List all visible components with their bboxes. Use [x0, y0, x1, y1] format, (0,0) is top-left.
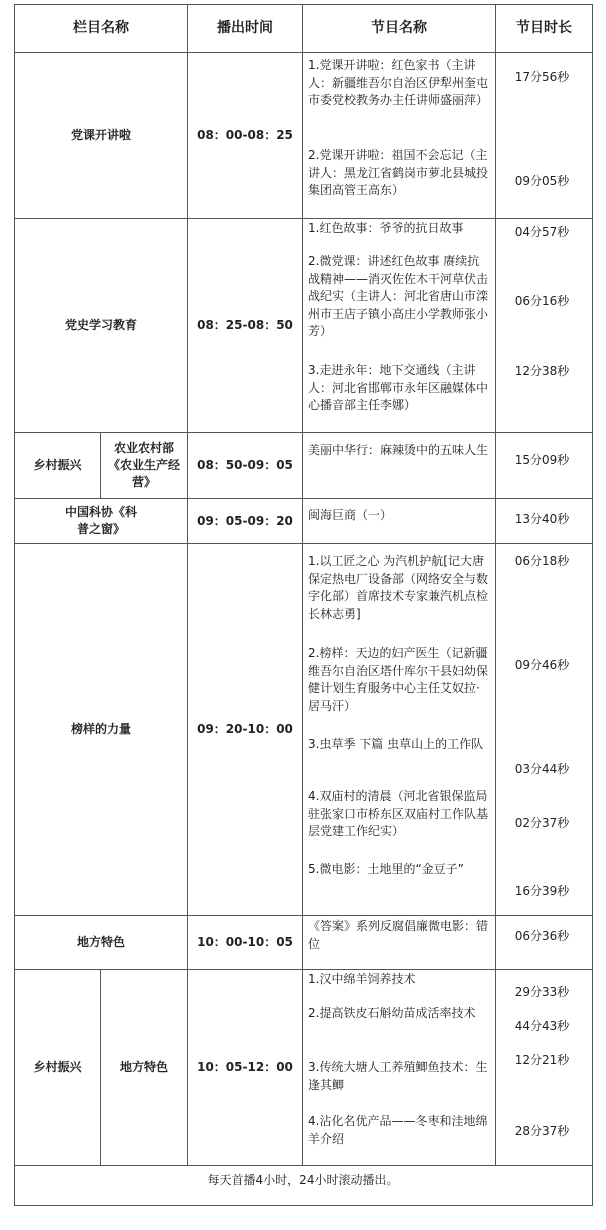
row-4-column: 中国科协《科普之窗》	[64, 505, 137, 536]
row-1-duration-1: 17分56秒	[514, 70, 570, 84]
row-6-column: 地方特色	[76, 935, 125, 949]
row-5-duration-2: 09分46秒	[514, 658, 570, 672]
row-2-duration-1: 04分57秒	[514, 225, 570, 239]
header-program-name: 节目名称	[371, 20, 427, 36]
row-2-duration-3: 12分38秒	[514, 364, 570, 378]
row-2-column: 党史学习教育	[64, 318, 137, 332]
row-1-program-2: 2.党课开讲啦：祖国不会忘记（主讲人：黑龙江省鹤岗市萝北县城投集团高管王高东）	[308, 148, 489, 197]
row-1-program-1: 1.党课开讲啦：红色家书（主讲人：新疆维吾尔自治区伊犁州奎屯市委党校教务办主任讲师盛丽萍）	[308, 58, 489, 107]
header-broadcast-time: 播出时间	[217, 20, 273, 36]
header-duration: 节目时长	[516, 20, 572, 36]
row-7-program-4: 4.沾化名优产品——冬枣和洼地绵羊介绍	[308, 1114, 488, 1146]
row-4-duration-1: 13分40秒	[514, 512, 570, 526]
row-3-duration-1: 15分09秒	[514, 453, 570, 467]
row-4-program-1: 闽海巨商（一）	[308, 508, 393, 522]
row-5-time: 09：20-10：00	[197, 722, 293, 736]
row-5-duration-1: 06分18秒	[514, 554, 570, 568]
row-3-column: 乡村振兴	[33, 458, 82, 472]
row-5-program-2: 2.榜样：天边的妇产医生（记新疆维吾尔自治区塔什库尔干县妇幼保健计划生育服务中心主任艾奴拉·居马汗）	[308, 646, 489, 713]
row-7-duration-2: 44分43秒	[514, 1019, 570, 1033]
row-7-column: 乡村振兴	[33, 1060, 82, 1074]
row-3-program-1: 美丽中华行：麻辣烫中的五味人生	[308, 443, 489, 457]
row-5-program-4: 4.双庙村的清晨（河北省银保监局驻张家口市桥东区双庙村工作队基层党建工作纪实）	[308, 789, 489, 838]
row-2-time: 08：25-08：50	[197, 318, 293, 332]
row-7-program-3: 3.传统大塘人工养殖鲫鱼技术：生逢其鲫	[308, 1060, 488, 1092]
footer-note: 每天首播4小时，24小时滚动播出。	[207, 1173, 399, 1187]
row-7-program-2: 2.提高铁皮石斛幼苗成活率技术	[308, 1006, 476, 1020]
row-2-program-2: 2.微党课：讲述红色故事 赓续抗战精神——消灭佐佐木干河草伏击战纪实（主讲人：河北省唐山市滦州市王店子镇小高庄小学教师张小芳）	[308, 254, 489, 338]
row-6-time: 10：00-10：05	[197, 935, 293, 949]
row-2-program-3: 3.走进永年：地下交通线（主讲人：河北省邯郸市永年区融媒体中心播音部主任李娜）	[308, 363, 489, 412]
row-1-duration-2: 09分05秒	[514, 174, 570, 188]
row-5-program-1: 1.以工匠之心 为汽机护航[记大唐保定热电厂设备部（网络安全与数字化部）首席技术专家兼汽机点检长林志勇]	[308, 554, 489, 621]
row-6-program-1: 《答案》系列反腐倡廉微电影：错位	[308, 919, 489, 951]
row-7-time: 10：05-12：00	[197, 1060, 293, 1074]
row-6-duration-1: 06分36秒	[514, 929, 570, 943]
row-5-program-5: 5.微电影：土地里的“金豆子”	[308, 862, 464, 876]
row-1-time: 08：00-08：25	[197, 128, 293, 142]
row-2-program-1: 1.红色故事：爷爷的抗日故事	[308, 221, 464, 235]
row-5-duration-5: 16分39秒	[514, 884, 570, 898]
row-4-time: 09：05-09：20	[197, 513, 293, 528]
header-column-name: 栏目名称	[73, 20, 129, 36]
row-5-duration-3: 03分44秒	[514, 762, 570, 776]
row-7-sub-column: 地方特色	[119, 1060, 168, 1074]
row-7-duration-4: 28分37秒	[514, 1124, 570, 1138]
row-7-duration-1: 29分33秒	[514, 985, 570, 999]
row-2-duration-2: 06分16秒	[514, 294, 570, 308]
row-3-sub-column: 农业农村部《农业生产经营》	[107, 441, 180, 489]
row-5-duration-4: 02分37秒	[514, 816, 570, 830]
row-3-time: 08：50-09：05	[197, 458, 293, 472]
row-7-duration-3: 12分21秒	[514, 1053, 570, 1067]
row-5-column: 榜样的力量	[70, 722, 131, 736]
row-7-program-1: 1.汉中绵羊饲养技术	[308, 972, 416, 986]
row-1-column: 党课开讲啦	[70, 128, 131, 142]
row-5-program-3: 3.虫草季 下篇 虫草山上的工作队	[308, 737, 484, 751]
